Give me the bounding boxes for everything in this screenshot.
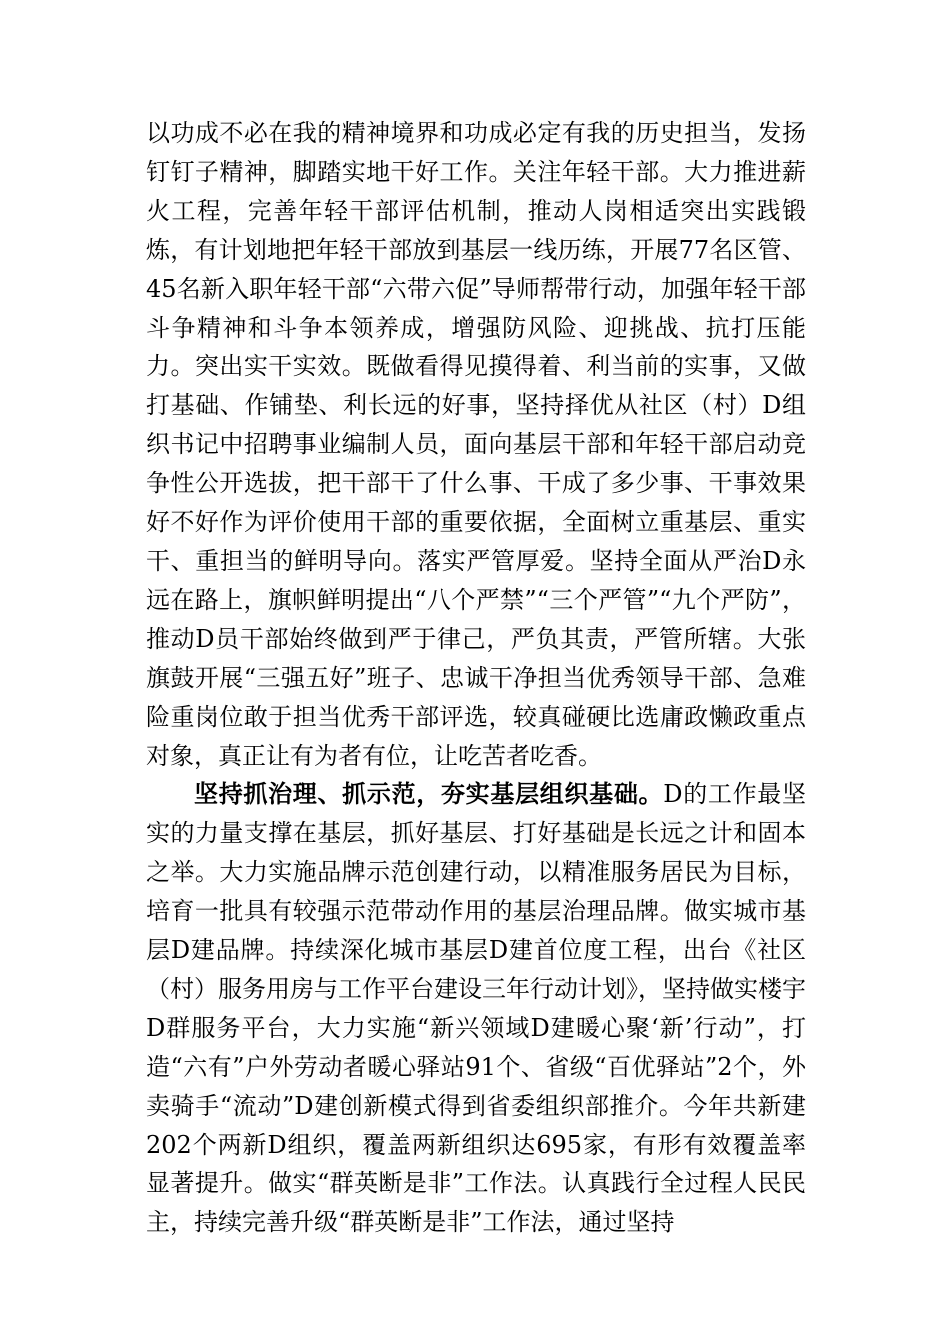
paragraph-1-text: 以功成不必在我的精神境界和功成必定有我的历史担当，发扬钉钉子精神，脚踏实地干好工作。关注年轻干部。大力推进薪火工程，完善年轻干部评估机制，推动人岗相适突出实践锻炼，有计划地把年轻干部放到基层一线历练，开展77名区管、45名新入职年轻干部“六带六促”导师帮带行动，加强年轻干部斗争精神和斗争本领养成，增强防风险、迎挑战、抗打压能力。突出实干实效。既做看得见摸得着、利当前的实事，又做打基础、作铺垫、利长远的好事，坚持择优从社区（村）D组织书记中招聘事业编制人员，面向基层干部和年轻干部启动竞争性公开选拔，把干部干了什么事、干成了多少事、干事效果好不好作为评价使用干部的重要依据，全面树立重基层、重实干、重担当的鲜明导向。落实严管厚爱。坚持全面从严治D永远在路上，旗帜鲜明提出“八个严禁”“三个严管”“九个严防”，推动D员干部始终做到严于律己，严负其责，严管所辖。大张旗鼓开展“三强五好”班子、忠诚干净担当优秀领导干部、急难险重岗位敢于担当优秀干部评选，较真碰硬比选庸政懒政重点对象，真正让有为者有位，让吃苦者吃香。 (146, 119, 806, 770)
paragraph-2-text: D的工作最坚实的力量支撑在基层，抓好基层、打好基础是长远之计和固本之举。大力实施品牌示范创建行动，以精准服务居民为目标，培育一批具有较强示范带动作用的基层治理品牌。做实城市基层D建品牌。持续深化城市基层D建首位度工程，出台《社区（村）服务用房与工作平台建设三年行动计划》，坚持做实楼宇D群服务平台，大力实施“新兴领域D建暖心聚‘新’行动”，打造“六有”户外劳动者暖心驿站91个、省级“百优驿站”2个，外卖骑手“流动”D建创新模式得到省委组织部推介。今年共新建202个两新D组织，覆盖两新组织达695家，有形有效覆盖率显著提升。做实“群英断是非”工作法。认真践行全过程人民民主，持续完善升级“群英断是非”工作法，通过坚持 (146, 780, 806, 1237)
paragraph-2 (146, 775, 806, 1242)
paragraph-2-lead: 坚持抓治理、抓示范，夯实基层组织基础。 (194, 779, 664, 809)
paragraph-1 (146, 114, 806, 775)
document-body (146, 114, 806, 1242)
